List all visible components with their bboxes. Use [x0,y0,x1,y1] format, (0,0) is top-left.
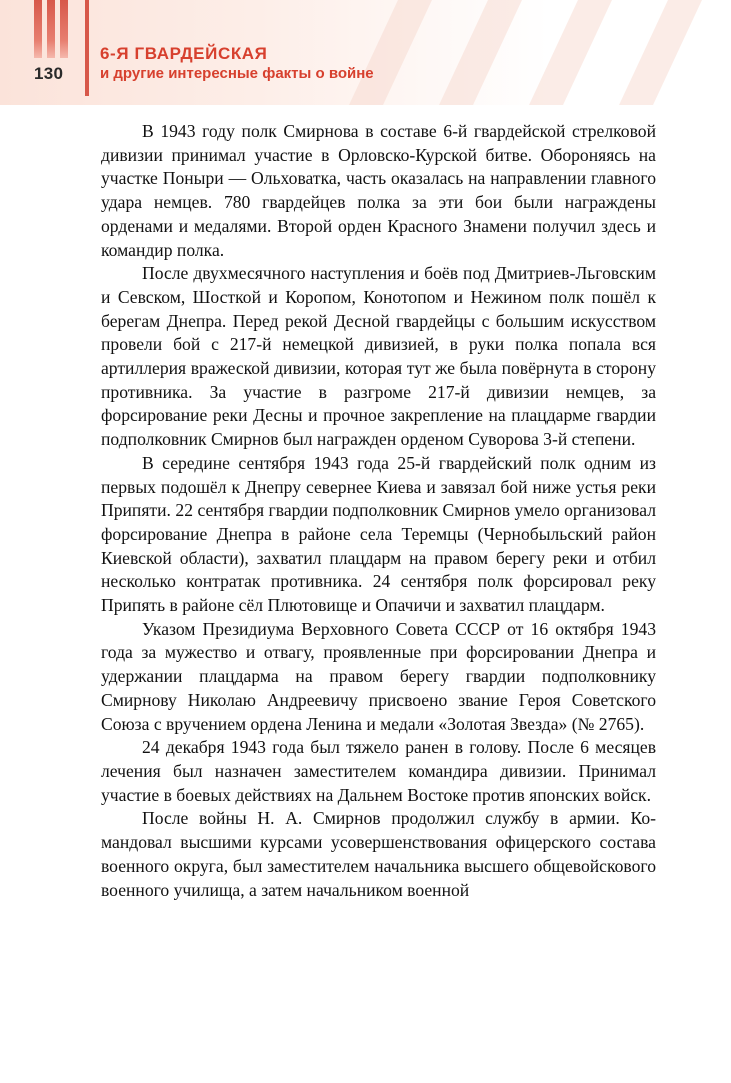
paragraph: В 1943 году полк Смирнова в составе 6-й гвардейской стрелковой дивизии принимал участие в Орловско-Курской битве. Обороняясь на участке Поныри — Ольховатка, часть оказалась на направлении главного удара немцев. 780 гвардейцев полка за эти бои были награждены орденами и медалями. Второй орден Красного Знамени получил здесь и командир полка. [101,121,656,260]
paragraph: 24 декабря 1943 года был тяжело ранен в голову. После 6 месяцев лечения был назначен заместителем командира дивизии. Принимал участие в боевых действиях на Дальнем Востоке против японских войск. [101,737,656,805]
paragraph: После войны Н. А. Смирнов продолжил службу в армии. Командовал высшими курсами усовершенствования офицерского состава военного округа, был заместителем начальника высшего общевойскового военного училища, а затем начальником военной [101,808,656,900]
running-head-subtitle: и другие интересные факты о войне [100,65,374,82]
page-number: 130 [34,64,64,83]
paragraph: Указом Президиума Верховного Совета СССР от 16 октября 1943 года за мужество и отвагу, проявленные при форсировании Днепра и удержании плацдарма на правом берегу гвардии подполковнику Смирнову Николаю Андреевичу присвоено звание Героя Советского Союза с вручением ордена Ленина и медали «Золотая Звезда» (№ 2765). [101,618,656,734]
header-decoration [330,0,730,105]
running-head-title: 6-Я ГВАРДЕЙСКАЯ [100,44,268,63]
paragraph: В середине сентября 1943 года 25-й гвардейский полк одним из первых подошёл к Днепру севернее Киева и завязал бой ниже устья реки Припяти. 22 сентября гвардии подполковник Смирнов умело организовал форсирование Днепра в районе села Теремцы (Чернобыльский район Киевской области), захватил плацдарм на правом берегу реки и отбил несколько контратак противника. 24 сентября полк форсировал реку Припять в районе сёл Плютовище и Опачичи и захватил плацдарм. [101,452,656,616]
paragraph: После двухмесячного наступления и боёв под Дмитриев-Льговским и Севском, Шосткой и Коропом, Конотопом и Нежином полк пошёл к берегам Днепра. Перед рекой Десной гвардейцы с большим искусством провели бой с 217-й немецкой дивизией, в руки полка попала вся артиллерия вражеской дивизии, которая тут же была повёрнута в сторону противника. За участие в разгроме 217-й дивизии немцев, за форсирование реки Десны и прочное закрепление на плацдарме гвардии подполковник Смирнов был награжден орденом Суворова 3-й степени. [101,263,656,450]
body-text [101,120,656,902]
header-divider-line [85,0,89,96]
header-stripes-decoration [34,0,80,58]
